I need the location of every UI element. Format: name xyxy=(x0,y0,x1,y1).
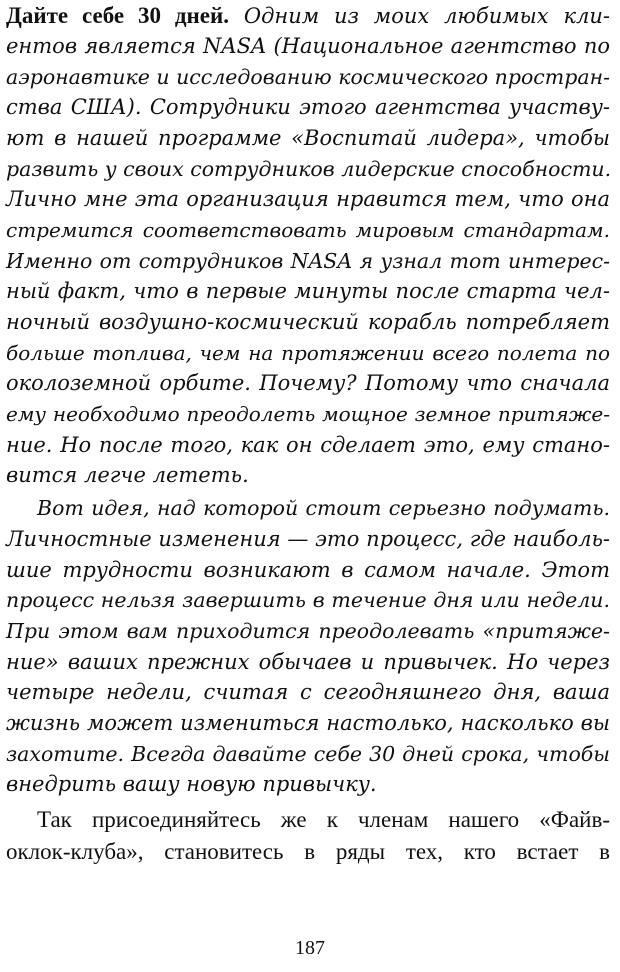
paragraph-1-line-7: Лично мне эта организация нравится тем, что она xyxy=(6,187,610,211)
paragraph-2-line-10: внедрить вашу новую привычку. xyxy=(6,772,377,796)
paragraph-1-line-16: вится легче лететь. xyxy=(6,463,249,487)
paragraph-1-line-13: околоземной орбите. Почему? Потому что сначала xyxy=(6,371,610,395)
paragraph-1-line-3: аэронавтике и исследованию космического простран- xyxy=(6,65,610,89)
paragraph-2-line-2: Личностные изменения — это процесс, где наиболь- xyxy=(6,527,610,551)
paragraph-1-line-8: стремится соответствовать мировым стандартам. xyxy=(6,218,610,242)
page-number: 187 xyxy=(295,937,325,959)
lead-heading: Дайте себе 30 дней. xyxy=(6,3,230,28)
paragraph-3-line-2: оклок-клуба», становитесь в ряды тех, кто встает в xyxy=(6,839,610,864)
paragraph-1-line-12: больше топлива, чем на протяжении всего полета по xyxy=(6,341,610,365)
paragraph-1-line-10: ный факт, что в первые минуты после старта чел- xyxy=(6,279,610,303)
paragraph-2-line-6: ние» ваших прежних обычаев и привычек. Но через xyxy=(6,650,610,674)
paragraph-1-line-15: ние. Но после того, как он сделает это, ему стано- xyxy=(6,433,610,457)
paragraph-3-line-1: Так присоединяйтесь же к членам нашего «Файв- xyxy=(37,807,610,832)
paragraph-2-line-3: шие трудности возникают в самом начале. Этот xyxy=(6,558,610,582)
paragraph-1-line-2: ентов является NASA (Национальное агентство по xyxy=(6,34,610,58)
paragraph-2-line-5: При этом вам приходится преодолевать «притяже- xyxy=(6,619,610,643)
paragraph-1-line-6: развить у своих сотрудников лидерские способности. xyxy=(6,157,612,181)
paragraph-1-line-5: ют в нашей программе «Воспитай лидера», чтобы xyxy=(6,126,610,150)
paragraph-1-line-1 xyxy=(6,2,610,30)
paragraph-2-line-4: процесс нельзя завершить в течение дня или недели. xyxy=(6,588,610,612)
paragraph-2-line-7: четыре недели, считая с сегодняшнего дня, ваша xyxy=(6,680,610,704)
paragraph-1-line-11: ночный воздушно-космический корабль потребляет xyxy=(6,310,610,334)
paragraph-1-line-4: ства США). Сотрудники этого агентства участву- xyxy=(6,95,610,119)
paragraph-2-line-1: Вот идея, над которой стоит серьезно подумать. xyxy=(37,496,610,520)
paragraph-1-line-14: ему необходимо преодолеть мощное земное притяже- xyxy=(6,402,610,426)
paragraph-2-line-9: захотите. Всегда давайте себе 30 дней срока, чтобы xyxy=(6,742,610,766)
paragraph-1-line-1-text: Одним из моих любимых кли- xyxy=(229,4,610,28)
paragraph-2-line-8: жизнь может измениться настолько, насколько вы xyxy=(6,711,610,735)
paragraph-1-line-9: Именно от сотрудников NASA я узнал тот интерес- xyxy=(6,249,610,273)
